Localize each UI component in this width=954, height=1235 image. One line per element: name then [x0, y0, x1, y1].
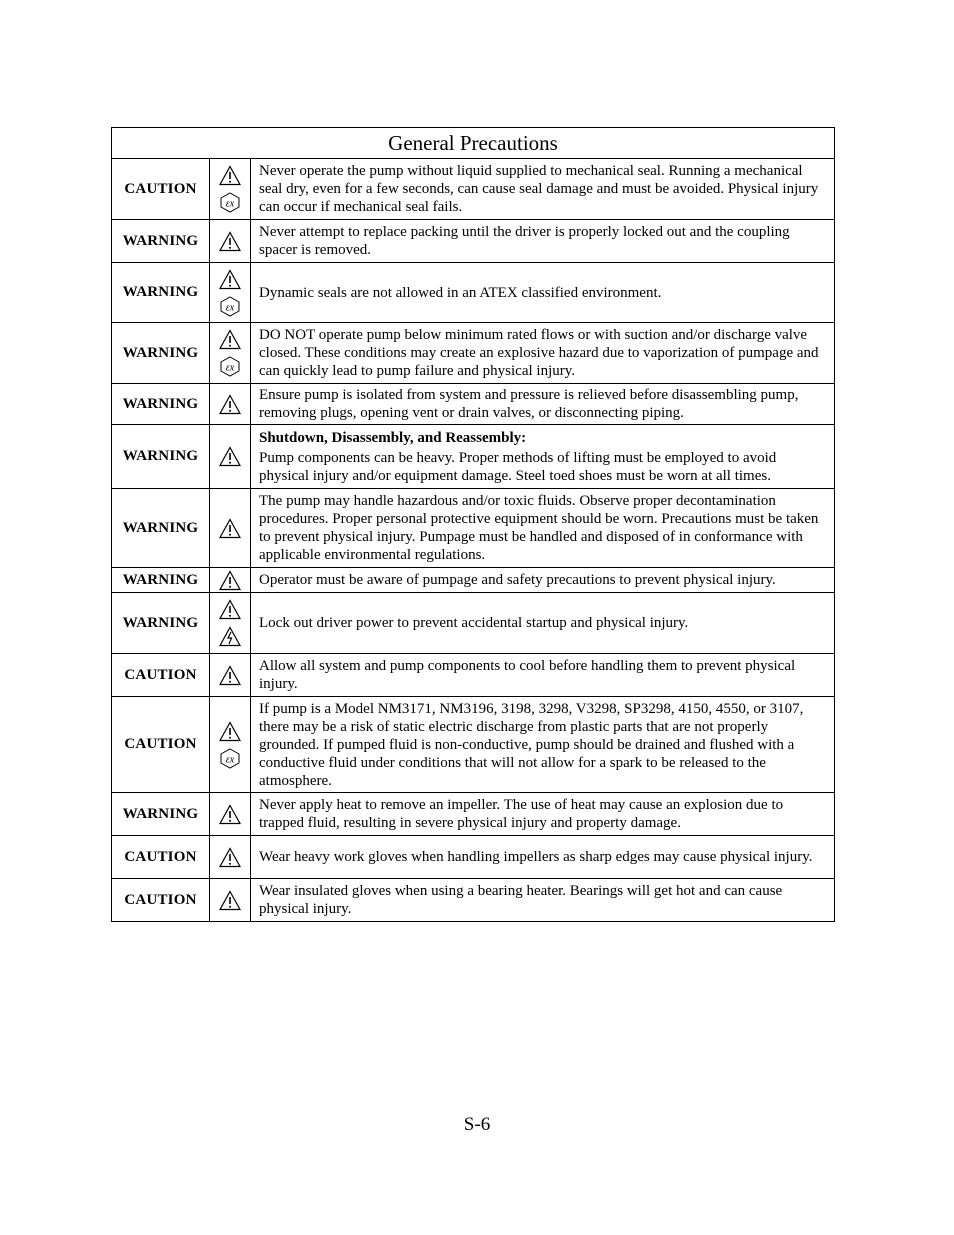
warning-triangle-icon	[219, 804, 241, 825]
precaution-text	[251, 654, 835, 697]
hazard-icons	[210, 489, 251, 568]
svg-text:εx: εx	[225, 302, 235, 313]
warning-triangle-icon	[219, 570, 241, 591]
precaution-body: Operator must be aware of pumpage and safety precautions to prevent physical injury.	[259, 572, 776, 588]
hazard-level: WARNING	[112, 568, 210, 593]
hazard-icons	[210, 654, 251, 697]
precaution-text	[251, 793, 835, 836]
warning-triangle-icon	[219, 269, 241, 290]
atex-explosive-atmosphere-icon	[219, 356, 241, 377]
hazard-icons	[210, 793, 251, 836]
precaution-row	[112, 879, 835, 922]
precaution-text	[251, 159, 835, 220]
hazard-level: CAUTION	[112, 836, 210, 879]
precaution-body: Wear heavy work gloves when handling impellers as sharp edges may cause physical injury.	[259, 849, 813, 865]
general-precautions-table	[111, 127, 835, 922]
svg-text:εx: εx	[225, 198, 235, 210]
electrical-hazard-icon	[219, 626, 241, 647]
atex-explosive-atmosphere-icon	[219, 296, 241, 317]
hazard-level: WARNING	[112, 489, 210, 568]
hazard-icons	[210, 697, 251, 793]
precaution-text	[251, 220, 835, 263]
hazard-level: CAUTION	[112, 879, 210, 922]
hazard-level: CAUTION	[112, 697, 210, 793]
hazard-icons	[210, 159, 251, 220]
precaution-text	[251, 568, 835, 593]
atex-explosive-atmosphere-icon	[219, 192, 241, 213]
precaution-body: Ensure pump is isolated from system and pressure is relieved before disassembling pump, removing plugs, opening vent or drain valves, or disconnecting piping.	[259, 387, 799, 421]
precaution-text	[251, 879, 835, 922]
precaution-body: Pump components can be heavy. Proper methods of lifting must be employed to avoid physical injury and/or equipment damage. Steel toed shoes must be worn at all times.	[259, 449, 777, 484]
hazard-icons	[210, 425, 251, 489]
warning-triangle-icon	[219, 446, 241, 467]
hazard-icons	[210, 220, 251, 263]
hazard-icons	[210, 263, 251, 323]
warning-triangle-icon	[219, 599, 241, 620]
warning-triangle-icon	[219, 231, 241, 252]
precaution-text	[251, 836, 835, 879]
precaution-text	[251, 697, 835, 793]
precaution-row	[112, 793, 835, 836]
hazard-icons	[210, 836, 251, 879]
precaution-row	[112, 489, 835, 568]
warning-triangle-icon	[219, 847, 241, 868]
table-title: General Precautions	[112, 128, 835, 159]
precaution-body: Allow all system and pump components to cool before handling them to prevent physical injury.	[259, 658, 796, 692]
precaution-body: If pump is a Model NM3171, NM3196, 3198, 3298, V3298, SP3298, 4150, 4550, or 3107, there may be a risk of static electric discharge from plastic parts that are not properly grounded. If pumped fluid is non-conductive, pump should be drained and flushed with a conductive fluid under conditions that will not allow for a spark to be released to the atmosphere.	[259, 700, 804, 789]
hazard-icons	[210, 384, 251, 425]
precaution-body: Never operate the pump without liquid supplied to mechanical seal. Running a mechanical seal dry, even for a few seconds, can cause seal damage and must be avoided. Physical injury can occur if mechanical seal fails.	[259, 163, 819, 215]
hazard-level: CAUTION	[112, 159, 210, 220]
precaution-row	[112, 593, 835, 654]
precaution-body: DO NOT operate pump below minimum rated flows or with suction and/or discharge valve closed. These conditions may create an explosive hazard due to vaporization of pumpage and can quickly lead to pump failure and physical injury.	[259, 327, 819, 379]
precaution-row	[112, 263, 835, 323]
warning-triangle-icon	[219, 665, 241, 686]
precaution-text	[251, 425, 835, 489]
precaution-body: Never attempt to replace packing until the driver is properly locked out and the coupling spacer is removed.	[259, 224, 790, 258]
precaution-row	[112, 697, 835, 793]
precaution-row	[112, 654, 835, 697]
precaution-subheading: Shutdown, Disassembly, and Reassembly:	[259, 429, 527, 446]
atex-explosive-atmosphere-icon	[219, 748, 241, 769]
precaution-rows	[112, 159, 835, 922]
hazard-icons	[210, 323, 251, 384]
precaution-row	[112, 836, 835, 879]
warning-triangle-icon	[219, 518, 241, 539]
precaution-text	[251, 489, 835, 568]
hazard-level: WARNING	[112, 593, 210, 654]
precaution-row	[112, 220, 835, 263]
precaution-row	[112, 425, 835, 489]
svg-text:εx: εx	[225, 362, 235, 374]
precaution-body: Never apply heat to remove an impeller. The use of heat may cause an explosion due to trapped fluid, resulting in severe physical injury and property damage.	[259, 797, 784, 831]
precaution-row	[112, 323, 835, 384]
precaution-body: The pump may handle hazardous and/or toxic fluids. Observe proper decontamination procedures. Proper personal protective equipment should be worn. Precautions must be taken to prevent physical injury. Pumpage must be handled and disposed of in conformance with applicable environmental regulations.	[259, 493, 819, 563]
precaution-body: Wear insulated gloves when using a bearing heater. Bearings will get hot and can cause physical injury.	[259, 883, 783, 917]
hazard-level: WARNING	[112, 263, 210, 323]
precaution-text	[251, 263, 835, 323]
warning-triangle-icon	[219, 394, 241, 415]
page-number: S-6	[463, 1114, 491, 1135]
hazard-icons	[210, 879, 251, 922]
hazard-icons	[210, 593, 251, 654]
warning-triangle-icon	[219, 165, 241, 186]
precaution-row	[112, 384, 835, 425]
warning-triangle-icon	[219, 329, 241, 350]
svg-text:εx: εx	[225, 754, 235, 765]
precaution-row	[112, 568, 835, 593]
hazard-level: WARNING	[112, 384, 210, 425]
hazard-level: WARNING	[112, 323, 210, 384]
hazard-level: WARNING	[112, 220, 210, 263]
hazard-icons	[210, 568, 251, 593]
warning-triangle-icon	[219, 890, 241, 911]
hazard-level: WARNING	[112, 793, 210, 836]
precaution-text	[251, 323, 835, 384]
hazard-level: WARNING	[112, 425, 210, 489]
precaution-body: Lock out driver power to prevent accidental startup and physical injury.	[259, 615, 689, 631]
precaution-body: Dynamic seals are not allowed in an ATEX classified environment.	[259, 284, 662, 301]
precaution-row	[112, 159, 835, 220]
precaution-text	[251, 384, 835, 425]
precaution-text	[251, 593, 835, 654]
warning-triangle-icon	[219, 721, 241, 742]
hazard-level: CAUTION	[112, 654, 210, 697]
